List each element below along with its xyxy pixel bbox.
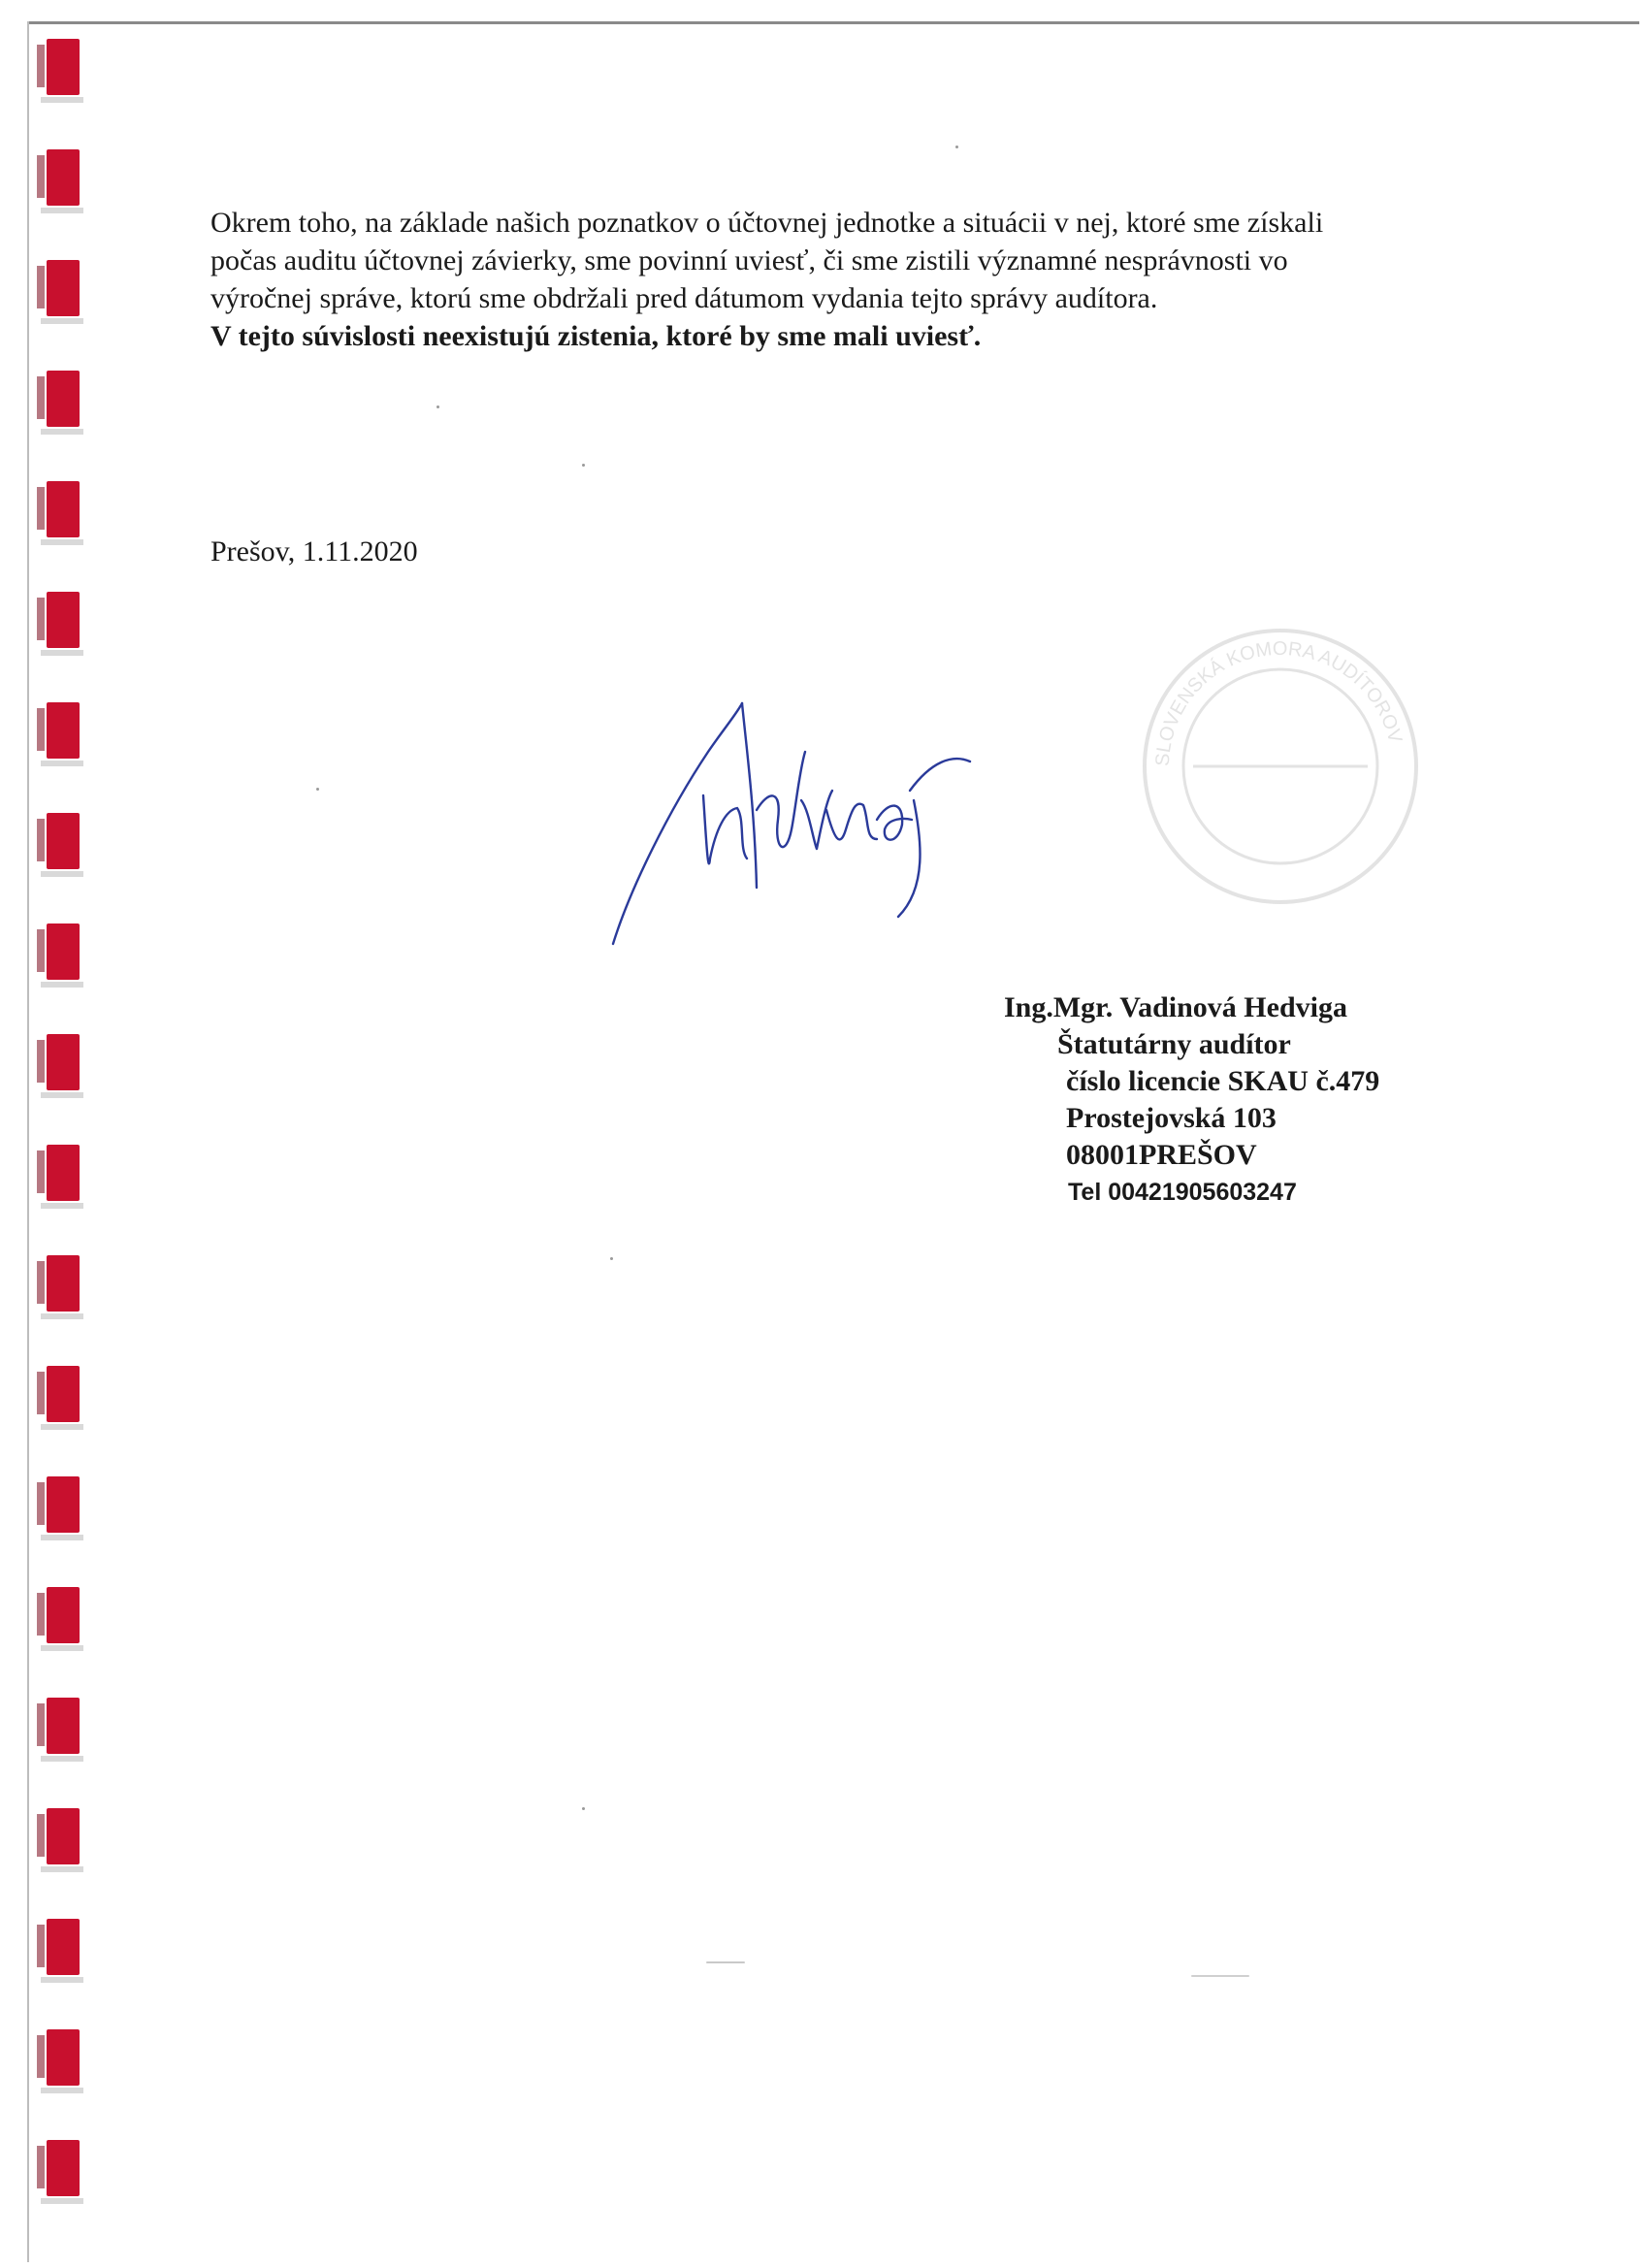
signatory-license: číslo licencie SKAU č.479 (1066, 1065, 1380, 1097)
paragraph-line: výročnej správe, ktorú sme obdržali pred dátumom vydania tejto správy audítora. (210, 282, 1158, 314)
auditor-stamp (1135, 621, 1426, 912)
binding-tooth (47, 813, 80, 869)
binding-tooth (47, 1255, 80, 1312)
binding-tooth (47, 1145, 80, 1201)
stamp-text: SLOVENSKÁ KOMORA AUDÍTOROV (1151, 637, 1406, 767)
binding-tooth (47, 1698, 80, 1754)
handwritten-signature (601, 694, 1106, 956)
signatory-role: Štatutárny audítor (1057, 1028, 1291, 1060)
binding-tooth (47, 1034, 80, 1090)
binding-tooth (47, 1476, 80, 1533)
binding-tooth (47, 1366, 80, 1422)
paragraph-line: počas auditu účtovnej závierky, sme povinní uviesť, či sme zistili významné nesprávnosti vo (210, 244, 1288, 276)
scan-speck (706, 1961, 745, 1963)
binding-tooth (47, 371, 80, 427)
binding-tooth (47, 1919, 80, 1975)
comb-binding (35, 19, 83, 2268)
scan-speck (582, 464, 585, 467)
signatory-phone: Tel 00421905603247 (1068, 1179, 1297, 1206)
binding-tooth (47, 592, 80, 648)
binding-tooth (47, 481, 80, 537)
scan-speck (1191, 1975, 1249, 1977)
signatory-block (1004, 989, 1379, 1211)
page-left-edge (27, 21, 29, 2262)
signatory-city: 08001PREŠOV (1066, 1139, 1257, 1171)
binding-tooth (47, 260, 80, 316)
binding-tooth (47, 149, 80, 206)
place-and-date: Prešov, 1.11.2020 (210, 535, 418, 567)
no-findings-statement: V tejto súvislosti neexistujú zistenia, ktoré by sme mali uviesť. (210, 320, 982, 352)
paragraph-line: Okrem toho, na základe našich poznatkov o účtovnej jednotke a situácii v nej, ktoré sme získali (210, 207, 1324, 239)
binding-tooth (47, 1587, 80, 1643)
binding-tooth (47, 39, 80, 95)
binding-tooth (47, 702, 80, 759)
findings-paragraph (210, 204, 1442, 355)
scan-speck (955, 146, 958, 148)
binding-tooth (47, 1808, 80, 1864)
scan-speck (610, 1257, 613, 1260)
scan-speck (316, 788, 319, 791)
binding-tooth (47, 923, 80, 980)
signatory-street: Prostejovská 103 (1066, 1102, 1277, 1134)
signatory-name: Ing.Mgr. Vadinová Hedviga (1004, 991, 1347, 1023)
page-top-edge (29, 21, 1639, 24)
binding-tooth (47, 2029, 80, 2086)
binding-tooth (47, 2140, 80, 2196)
scan-speck (436, 405, 439, 408)
scan-speck (582, 1807, 585, 1810)
